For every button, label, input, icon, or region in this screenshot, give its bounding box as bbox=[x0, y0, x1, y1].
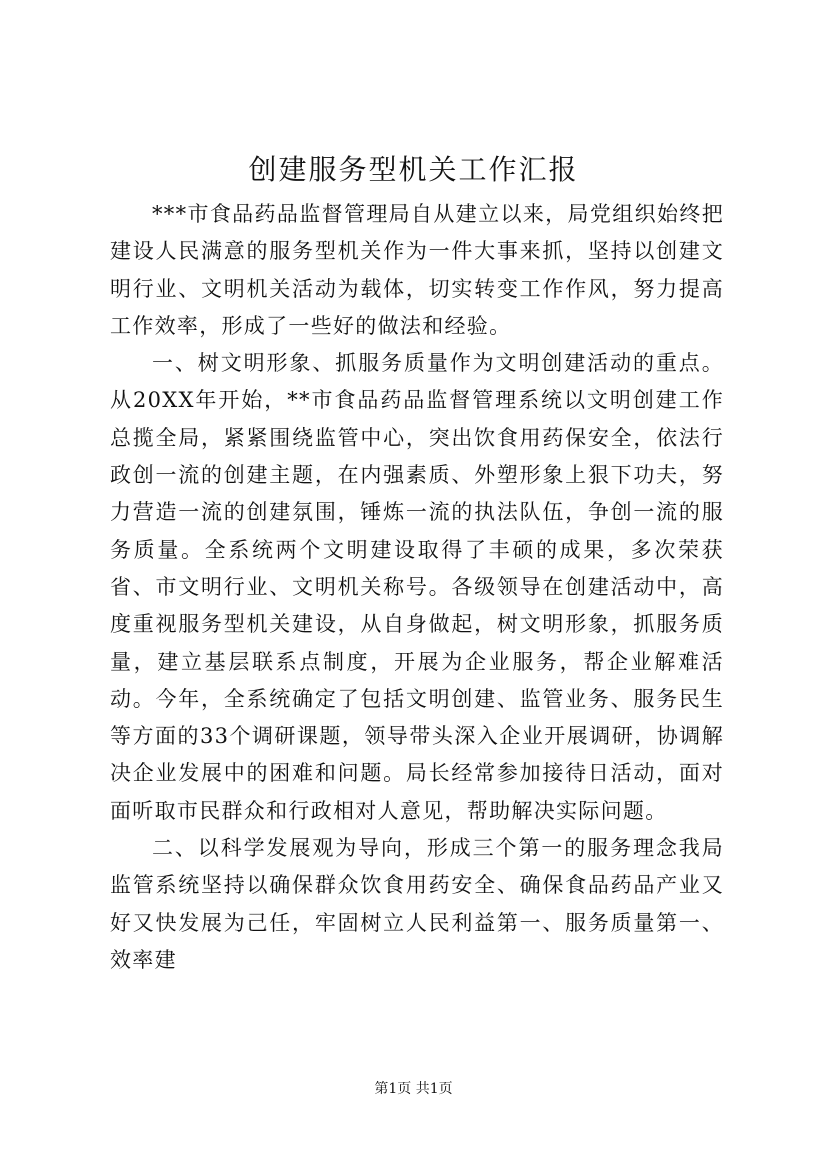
page-footer: 第1页 共1页 bbox=[374, 1081, 453, 1097]
paragraph-section-1: 一、树文明形象、抓服务质量作为文明创建活动的重点。从20XX年开始，**市食品药品监督管理系统以文明创建工作总揽全局，紧紧围绕监管中心，突出饮食用药保安全，依法行政创一流的创建主题，在内强素质、外塑形象上狠下功夫，努力营造一流的创建氛围，锤炼一流的执法队伍，争创一流的服务质量。全系统两个文明建设取得了丰硕的成果，多次荣获省、市文明行业、文明机关称号。各级领导在创建活动中，高度重视服务型机关建设，从自身做起，树文明形象，抓服务质量，建立基层联系点制度，开展为企业服务，帮企业解难活动。今年，全系统确定了包括文明创建、监管业务、服务民生等方面的33个调研课题，领导带头深入企业开展调研，协调解决企业发展中的困难和问题。局长经常参加接待日活动，面对面听取市民群众和行政相对人意见，帮助解决实际问题。 bbox=[110, 351, 724, 823]
paragraph-section-2: 二、以科学发展观为导向，形成三个第一的服务理念我局监管系统坚持以确保群众饮食用药安全、确保食品药品产业又好又快发展为己任，牢固树立人民利益第一、服务质量第一、效率建 bbox=[110, 836, 724, 972]
document-body bbox=[110, 196, 724, 979]
paragraph-intro: ***市食品药品监督管理局自从建立以来，局党组织始终把建设人民满意的服务型机关作为一件大事来抓，坚持以创建文明行业、文明机关活动为载体，切实转变工作作风，努力提高工作效率，形成了一些好的做法和经验。 bbox=[110, 202, 724, 338]
document-title: 创建服务型机关工作汇报 bbox=[248, 153, 579, 186]
